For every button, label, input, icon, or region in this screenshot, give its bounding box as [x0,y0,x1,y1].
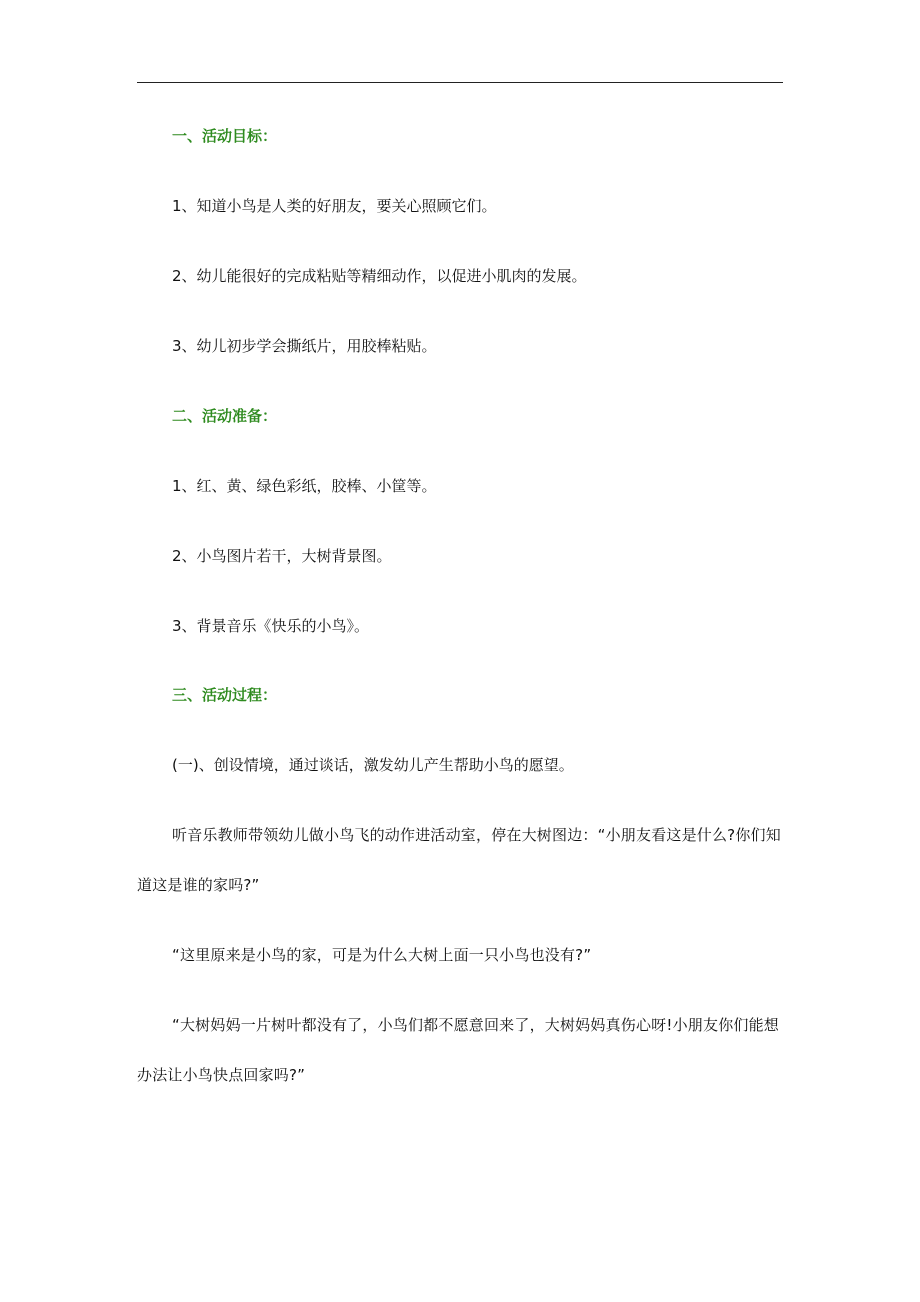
process-paragraph-2: “这里原来是小鸟的家，可是为什么大树上面一只小鸟也没有?” [172,946,592,964]
process-paragraph-3: “大树妈妈一片树叶都没有了，小鸟们都不愿意回来了，大树妈妈真伤心呀!小朋友你们能想办法让小鸟快点回家吗?” [137,1016,779,1084]
process-heading: 三、活动过程： [172,686,278,704]
process-paragraph-1: 听音乐教师带领幼儿做小鸟飞的动作进活动室，停在大树图边：“小朋友看这是什么?你们知道这是谁的家吗?” [137,826,781,894]
preparation-heading: 二、活动准备： [172,407,278,425]
preparation-item-2: 2、小鸟图片若干，大树背景图。 [172,547,392,565]
goals-item-1: 1、知道小鸟是人类的好朋友，要关心照顾它们。 [172,197,497,215]
process-step-1: (一)、创设情境，通过谈话，激发幼儿产生帮助小鸟的愿望。 [172,756,574,774]
goals-item-3: 3、幼儿初步学会撕纸片，用胶棒粘贴。 [172,337,437,355]
preparation-item-1: 1、红、黄、绿色彩纸，胶棒、小筐等。 [172,477,437,495]
goals-heading: 一、活动目标： [172,127,278,145]
goals-item-2: 2、幼儿能很好的完成粘贴等精细动作，以促进小肌肉的发展。 [172,267,587,285]
header-rule [137,82,783,83]
preparation-item-3: 3、背景音乐《快乐的小鸟》。 [172,617,370,635]
